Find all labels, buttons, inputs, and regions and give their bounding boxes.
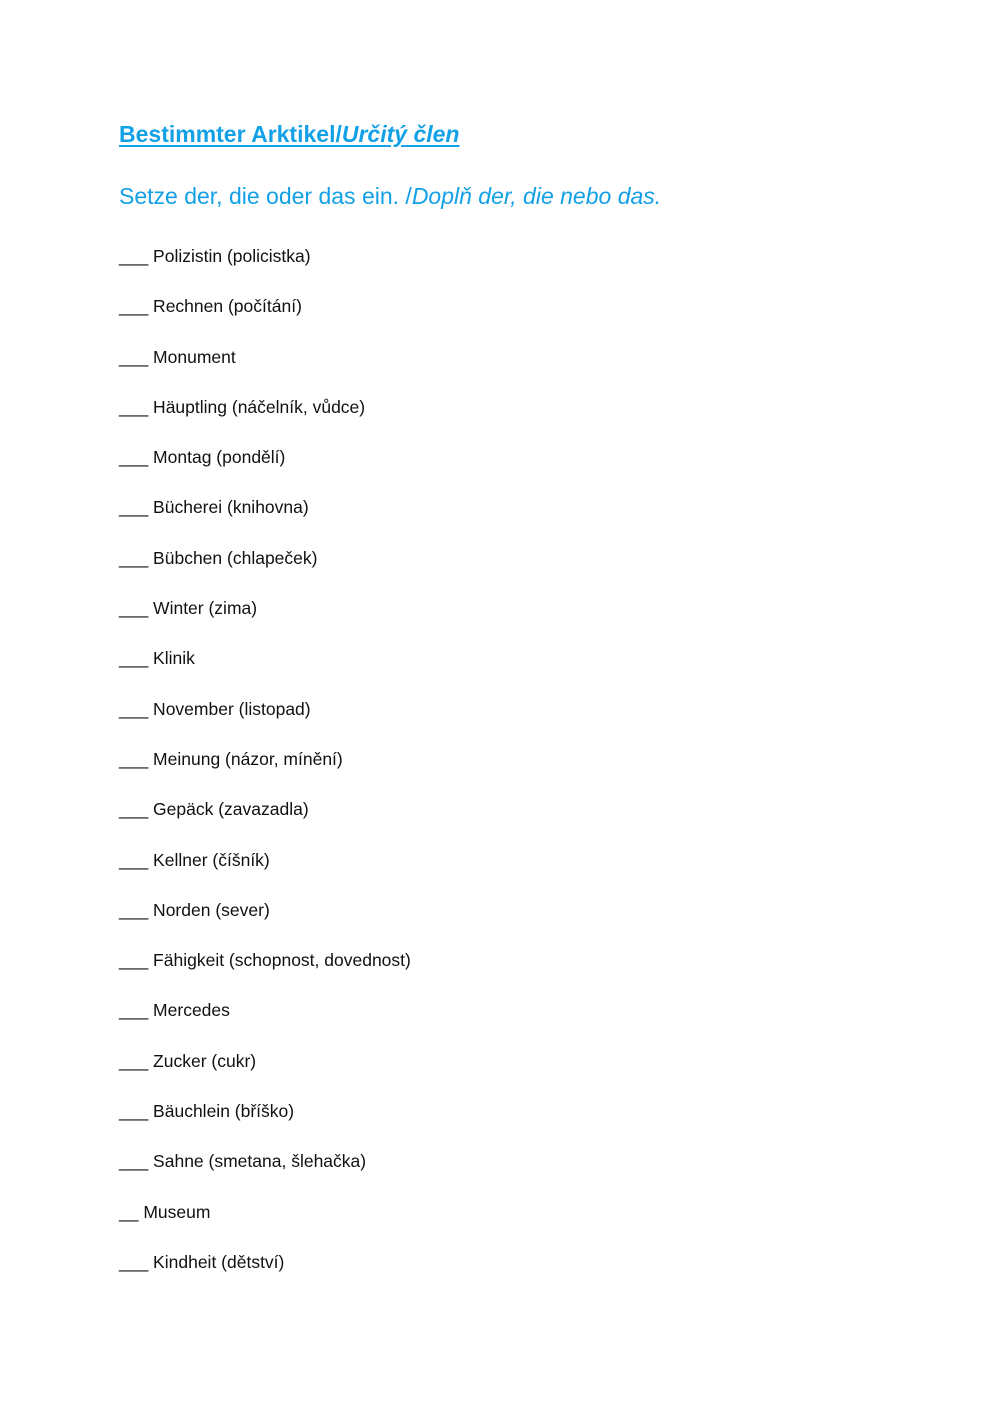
exercise-item-16: ___ Mercedes bbox=[119, 1000, 230, 1021]
exercise-item-7: ___ Bübchen (chlapeček) bbox=[119, 547, 318, 568]
instruction-german: Setze der, die oder das ein. / bbox=[119, 183, 412, 209]
exercise-list bbox=[119, 245, 411, 1301]
exercise-item-11: ___ Meinung (názor, mínění) bbox=[119, 748, 343, 769]
exercise-item-20: __ Museum bbox=[119, 1201, 211, 1222]
exercise-item-2: ___ Rechnen (počítání) bbox=[119, 296, 302, 317]
exercise-item-10: ___ November (listopad) bbox=[119, 698, 311, 719]
exercise-item-6: ___ Bücherei (knihovna) bbox=[119, 497, 309, 518]
exercise-item-8: ___ Winter (zima) bbox=[119, 598, 258, 619]
exercise-item-12: ___ Gepäck (zavazadla) bbox=[119, 799, 309, 820]
exercise-item-1: ___ Polizistin (policistka) bbox=[119, 246, 311, 266]
title-czech: Určitý člen bbox=[341, 121, 460, 147]
exercise-item-15: ___ Fähigkeit (schopnost, dovednost) bbox=[119, 950, 411, 971]
exercise-item-18: ___ Bäuchlein (bříško) bbox=[119, 1101, 295, 1122]
worksheet-title bbox=[119, 121, 459, 148]
exercise-item-4: ___ Häuptling (náčelník, vůdce) bbox=[119, 396, 366, 417]
exercise-item-9: ___ Klinik bbox=[119, 648, 195, 669]
exercise-item-5: ___ Montag (pondělí) bbox=[119, 447, 286, 468]
exercise-item-21: ___ Kindheit (dětství) bbox=[119, 1251, 285, 1272]
exercise-item-17: ___ Zucker (cukr) bbox=[119, 1050, 257, 1071]
title-german: Bestimmter Arktikel/ bbox=[119, 121, 342, 147]
exercise-item-3: ___ Monument bbox=[119, 346, 236, 367]
instruction bbox=[119, 183, 661, 210]
instruction-czech: Doplň der, die nebo das. bbox=[411, 183, 662, 209]
exercise-item-19: ___ Sahne (smetana, šlehačka) bbox=[119, 1151, 367, 1172]
exercise-item-14: ___ Norden (sever) bbox=[119, 899, 270, 920]
exercise-item-13: ___ Kellner (číšník) bbox=[119, 849, 270, 870]
